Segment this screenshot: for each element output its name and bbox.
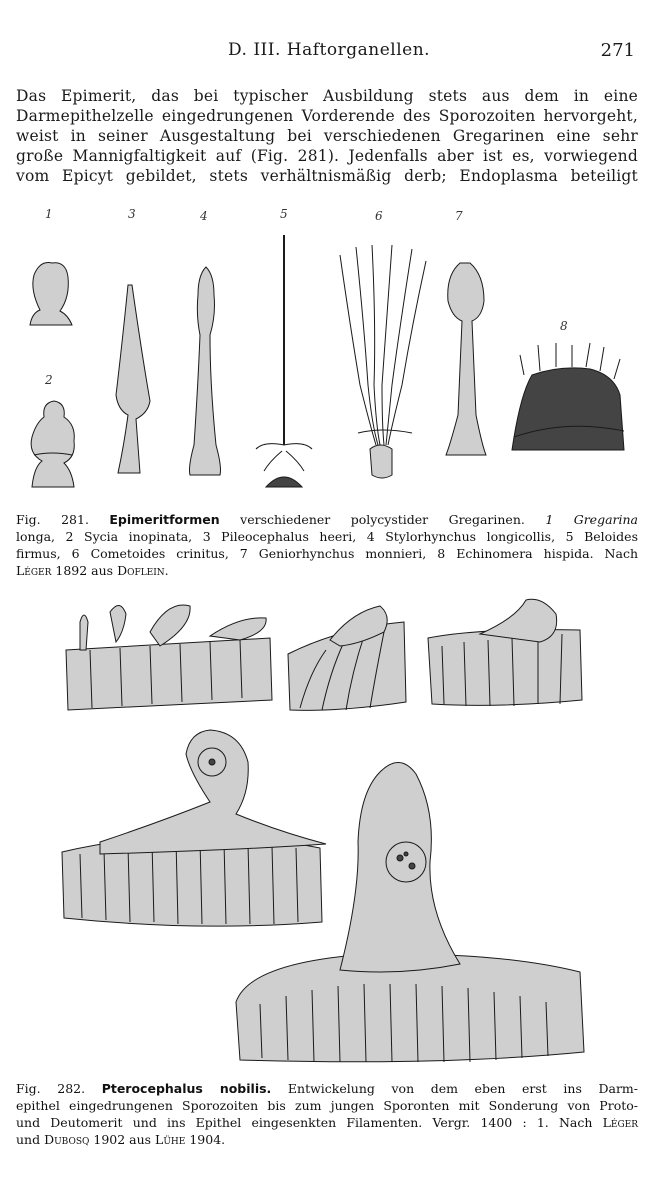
fig-label-2: 2 xyxy=(45,373,53,387)
caption-text: und xyxy=(16,1132,45,1147)
section-title: D. III. Haftorganellen. xyxy=(228,40,431,60)
panel-young-sporont xyxy=(62,730,326,926)
fig-label-7: 7 xyxy=(455,209,463,223)
form-1-gregarina xyxy=(30,263,72,326)
figure-number: Fig. 282. xyxy=(16,1081,86,1096)
pterocephalus-illustration xyxy=(40,592,640,1072)
caption-item: 1 Gregarina xyxy=(545,512,638,527)
panel-protomerit xyxy=(428,599,582,706)
body-line: weist in seiner Ausgestaltung bei verschiedenen Gregarinen eine sehr xyxy=(16,127,638,145)
form-8-echinomera xyxy=(512,343,624,450)
body-line: vom Epicyt gebildet, stets verhältnismäßig derb; Endoplasma beteiligt xyxy=(16,167,638,185)
fig-label-8: 8 xyxy=(560,319,568,333)
form-3-pileocephalus xyxy=(116,285,150,473)
panel-penetration xyxy=(288,606,406,710)
form-5-beloides xyxy=(256,235,312,487)
author-name: Léger xyxy=(602,1115,638,1130)
fig-label-4: 4 xyxy=(200,209,208,223)
caption-text: verschiedener polycystider Gregarinen. xyxy=(219,512,525,527)
figure-number: Fig. 281. xyxy=(16,512,89,527)
form-6-cometoides xyxy=(340,245,426,478)
author-name: Dubosq xyxy=(44,1132,90,1147)
fig-label-1: 1 xyxy=(45,207,53,221)
caption-line xyxy=(16,511,638,528)
figure-title: Epimeritformen xyxy=(109,512,220,527)
author-name: Lühe xyxy=(155,1132,186,1147)
body-paragraph xyxy=(16,86,638,186)
caption-line xyxy=(16,1114,638,1131)
caption-line: epithel eingedrungenen Sporozoiten bis zum jungen Sporonten mit Sonderung von Proto- xyxy=(16,1098,638,1113)
caption-line xyxy=(16,562,638,579)
panel-early-sporozoites xyxy=(66,605,272,710)
author-name: Léger xyxy=(16,563,52,578)
body-line: Darmepithelzelle eingedrungenen Vorderende des Sporozoiten hervorgeht, xyxy=(16,107,638,125)
caption-text: 1904. xyxy=(185,1132,226,1147)
figure-282 xyxy=(40,592,640,1072)
body-line: große Mannigfaltigkeit auf (Fig. 281). Jedenfalls aber ist es, vorwiegend xyxy=(16,147,638,165)
caption-line xyxy=(16,1080,638,1097)
form-2-sycia xyxy=(31,401,74,487)
fig-label-3: 3 xyxy=(128,207,136,221)
page-number: 271 xyxy=(600,40,635,61)
caption-line: firmus, 6 Cometoides crinitus, 7 Geniorhynchus monnieri, 8 Echinomera hispida. Nach xyxy=(16,546,638,561)
figure-281 xyxy=(20,205,645,500)
fig-label-6: 6 xyxy=(375,209,383,223)
caption-text: Entwickelung von dem eben erst ins Darm- xyxy=(271,1081,638,1096)
epimerit-forms-illustration xyxy=(20,205,645,500)
caption-text: 1902 aus xyxy=(89,1132,156,1147)
caption-line: longa, 2 Sycia inopinata, 3 Pileocephalus heeri, 4 Stylorhynchus longicollis, 5 Beloides xyxy=(16,529,638,544)
fig-label-5: 5 xyxy=(280,207,288,221)
body-line: Das Epimerit, das bei typischer Ausbildung stets aus dem in eine xyxy=(16,87,638,105)
figure-282-caption xyxy=(16,1080,638,1148)
source-name: Doflein. xyxy=(117,563,169,578)
form-4-stylorhynchus xyxy=(190,267,221,475)
figure-281-caption xyxy=(16,511,638,579)
caption-text: 1892 aus xyxy=(51,563,118,578)
figure-title: Pterocephalus nobilis. xyxy=(101,1081,272,1096)
running-header xyxy=(0,40,665,68)
form-7-geniorhynchus xyxy=(446,263,486,455)
caption-text: und Deutomerit und ins Epithel eingesenkten Filamenten. Vergr. 1400 : 1. Nach xyxy=(16,1115,603,1130)
caption-line xyxy=(16,1131,638,1148)
